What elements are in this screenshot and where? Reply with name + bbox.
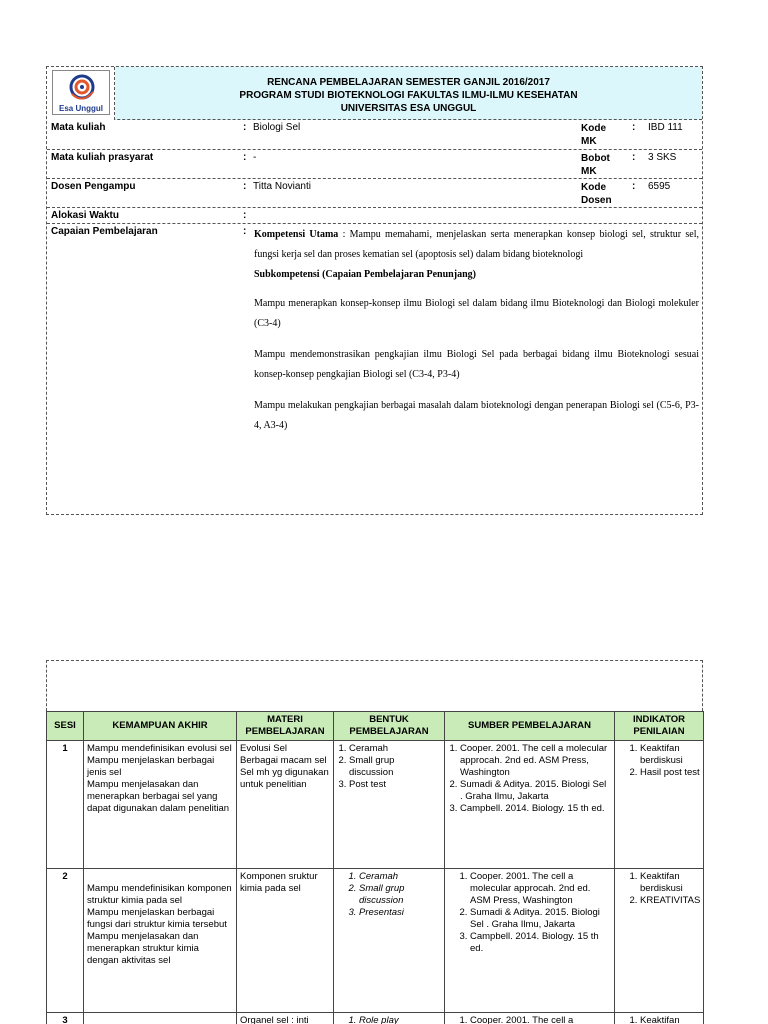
materi-cell xyxy=(237,741,334,869)
mata-kuliah-label: Mata kuliah xyxy=(51,122,106,133)
row-alokasi-waktu xyxy=(47,209,702,224)
indikator-cell xyxy=(615,1013,704,1024)
indikator-cell xyxy=(615,869,704,1013)
logo-text: Esa Unggul xyxy=(58,104,103,113)
schedule-table xyxy=(46,711,704,1024)
colon: : xyxy=(632,181,636,192)
sumber-item: 1. Cooper. 2001. The cell a molecular approcah. 2nd ed. ASM Press, Washington xyxy=(470,871,611,907)
kemampuan-item: Mampu mendefinisikan komponen struktur kimia pada sel xyxy=(87,883,232,906)
materi-item: Sel mh yg digunakan untuk penelitian xyxy=(240,767,329,790)
indikator-item: 1. Keaktifan berdiskusi xyxy=(640,743,700,767)
header-bentuk: BENTUK PEMBELAJARAN xyxy=(334,712,445,741)
colon: : xyxy=(632,122,636,133)
header-indikator: INDIKATOR PENILAIAN xyxy=(615,712,704,741)
sesi-cell: 3 xyxy=(47,1013,84,1024)
sumber-cell xyxy=(445,1013,615,1024)
title-line-1: RENCANA PEMBELAJARAN SEMESTER GANJIL 2016/2017 xyxy=(267,77,550,88)
capaian-content xyxy=(254,225,699,447)
rps-header xyxy=(47,67,702,120)
rps-info-box xyxy=(46,66,703,515)
subkompetensi-2: Mampu mendemonstrasikan pengkajian ilmu Biologi Sel pada berbagai bidang ilmu Bioteknologi sesuai konsep-konsep pengkajian Biologi sel (C3-4, P3-4) xyxy=(254,349,699,380)
kemampuan-item: Mampu menjelasakan dan menerapkan berbagai sel yang dapat digunakan dalam penelitian xyxy=(87,779,230,814)
sumber-item: 3. Campbell. 2014. Biology. 15 th ed. xyxy=(460,803,611,815)
subkompetensi-3: Mampu melakukan pengkajian berbagai masalah dalam bioteknologi dengan penerapan Biologi sel (C5-6, P3-4, A3-4) xyxy=(254,400,699,431)
header-materi: MATERI PEMBELAJARAN xyxy=(237,712,334,741)
header-sumber: SUMBER PEMBELAJARAN xyxy=(445,712,615,741)
colon: : xyxy=(243,181,247,192)
rps-title xyxy=(115,76,702,115)
kemampuan-cell xyxy=(84,741,237,869)
row-prasyarat xyxy=(47,151,702,179)
sesi-cell: 1 xyxy=(47,741,84,869)
materi-cell xyxy=(237,869,334,1013)
kode-mk-label: Kode MK xyxy=(581,123,606,147)
colon: : xyxy=(243,226,247,237)
schedule-table-header-box xyxy=(46,660,703,711)
logo-emblem-icon xyxy=(69,74,95,102)
kode-dosen-value: 6595 xyxy=(648,181,671,192)
kode-dosen-label: Kode Dosen xyxy=(581,182,612,206)
kemampuan-item: Mampu menjelasakan dan menerapkan struktur kimia dengan aktivitas sel xyxy=(87,931,199,966)
indikator-item: 2. KREATIVITAS xyxy=(640,895,700,907)
mata-kuliah-value: Biologi Sel xyxy=(253,122,301,133)
indikator-item: 2. Hasil post test xyxy=(640,767,700,779)
kemampuan-cell xyxy=(84,1013,237,1024)
kode-mk-value: IBD 111 xyxy=(648,122,683,133)
title-line-3: UNIVERSITAS ESA UNGGUL xyxy=(340,103,477,114)
bobot-label: Bobot MK xyxy=(581,153,610,177)
bentuk-item: 2. Small grup discussion xyxy=(359,883,441,907)
table-header-row xyxy=(47,712,704,741)
capaian-label: Capaian Pembelajaran xyxy=(51,226,158,237)
bentuk-item: 3. Presentasi xyxy=(359,907,441,919)
prasyarat-value: - xyxy=(253,152,257,163)
table-row xyxy=(47,869,704,1013)
dosen-value: Titta Novianti xyxy=(253,181,311,192)
materi-item: Berbagai macam sel xyxy=(240,755,327,766)
kemampuan-item: Mampu menjelaskan berbagai fungsi dari struktur kimia tersebut xyxy=(87,907,227,930)
table-row xyxy=(47,741,704,869)
bentuk-cell xyxy=(334,741,445,869)
bentuk-cell xyxy=(334,869,445,1013)
university-logo xyxy=(52,70,110,115)
colon: : xyxy=(243,210,247,221)
colon: : xyxy=(243,122,247,133)
header-kemampuan: KEMAMPUAN AKHIR xyxy=(84,712,237,741)
bentuk-item: 1. Role play xyxy=(359,1015,441,1024)
sumber-cell xyxy=(445,741,615,869)
sumber-item: 1. Cooper. 2001. The cell a molecular approcah. 2nd ed. ASM Press, Washington xyxy=(460,743,611,779)
colon: : xyxy=(243,152,247,163)
kompetensi-utama: Kompetensi Utama : Mampu memahami, menjelaskan serta menerapkan konsep biologi sel, struktur sel, fungsi kerja sel dan proses kematian sel (apoptosis sel) dalam bidang bioteknologi xyxy=(254,229,699,260)
sumber-item: 1. Cooper. 2001. The cell a xyxy=(470,1015,611,1024)
bentuk-item: 1. Ceramah xyxy=(349,743,441,755)
kemampuan-item: Mampu mendefinisikan evolusi sel xyxy=(87,743,232,754)
indikator-item: 1. Keaktifan xyxy=(640,1015,700,1024)
indikator-item: 1. Keaktifan berdiskusi xyxy=(640,871,700,895)
bentuk-item: 3. Post test xyxy=(349,779,441,791)
header-sesi: SESI xyxy=(47,712,84,741)
table-row xyxy=(47,1013,704,1024)
materi-cell xyxy=(237,1013,334,1024)
row-mata-kuliah xyxy=(47,121,702,150)
prasyarat-label: Mata kuliah prasyarat xyxy=(51,152,154,163)
materi-item: Komponen sruktur kimia pada sel xyxy=(240,871,318,894)
materi-item: Organel sel : inti xyxy=(240,1015,309,1024)
colon: : xyxy=(632,152,636,163)
bentuk-cell xyxy=(334,1013,445,1024)
kemampuan-item: Mampu menjelaskan berbagai jenis sel xyxy=(87,755,215,778)
materi-item: Evolusi Sel xyxy=(240,743,287,754)
dosen-label: Dosen Pengampu xyxy=(51,181,136,192)
subkompetensi-1: Mampu menerapkan konsep-konsep ilmu Biologi sel dalam bidang ilmu Bioteknologi dan Biologi molekuler (C3-4) xyxy=(254,298,699,329)
bentuk-item: 2. Small grup discussion xyxy=(349,755,441,779)
bentuk-item: 1. Ceramah xyxy=(359,871,441,883)
sesi-cell: 2 xyxy=(47,869,84,1013)
sumber-cell xyxy=(445,869,615,1013)
sumber-item: 2. Sumadi & Aditya. 2015. Biologi Sel . Graha Ilmu, Jakarta xyxy=(470,907,611,931)
sumber-item: 2. Sumadi & Aditya. 2015. Biologi Sel . Graha Ilmu, Jakarta xyxy=(460,779,611,803)
alokasi-label: Alokasi Waktu xyxy=(51,210,119,221)
indikator-cell xyxy=(615,741,704,869)
title-line-2: PROGRAM STUDI BIOTEKNOLOGI FAKULTAS ILMU-ILMU KESEHATAN xyxy=(239,90,578,101)
row-capaian-pembelajaran xyxy=(47,225,702,514)
sumber-item: 3. Campbell. 2014. Biology. 15 th ed. xyxy=(470,931,611,955)
subkompetensi-title: Subkompetensi (Capaian Pembelajaran Penunjang) xyxy=(254,269,476,280)
row-dosen xyxy=(47,180,702,208)
bobot-value: 3 SKS xyxy=(648,152,677,163)
kemampuan-cell xyxy=(84,869,237,1013)
logo-cell xyxy=(47,67,115,120)
